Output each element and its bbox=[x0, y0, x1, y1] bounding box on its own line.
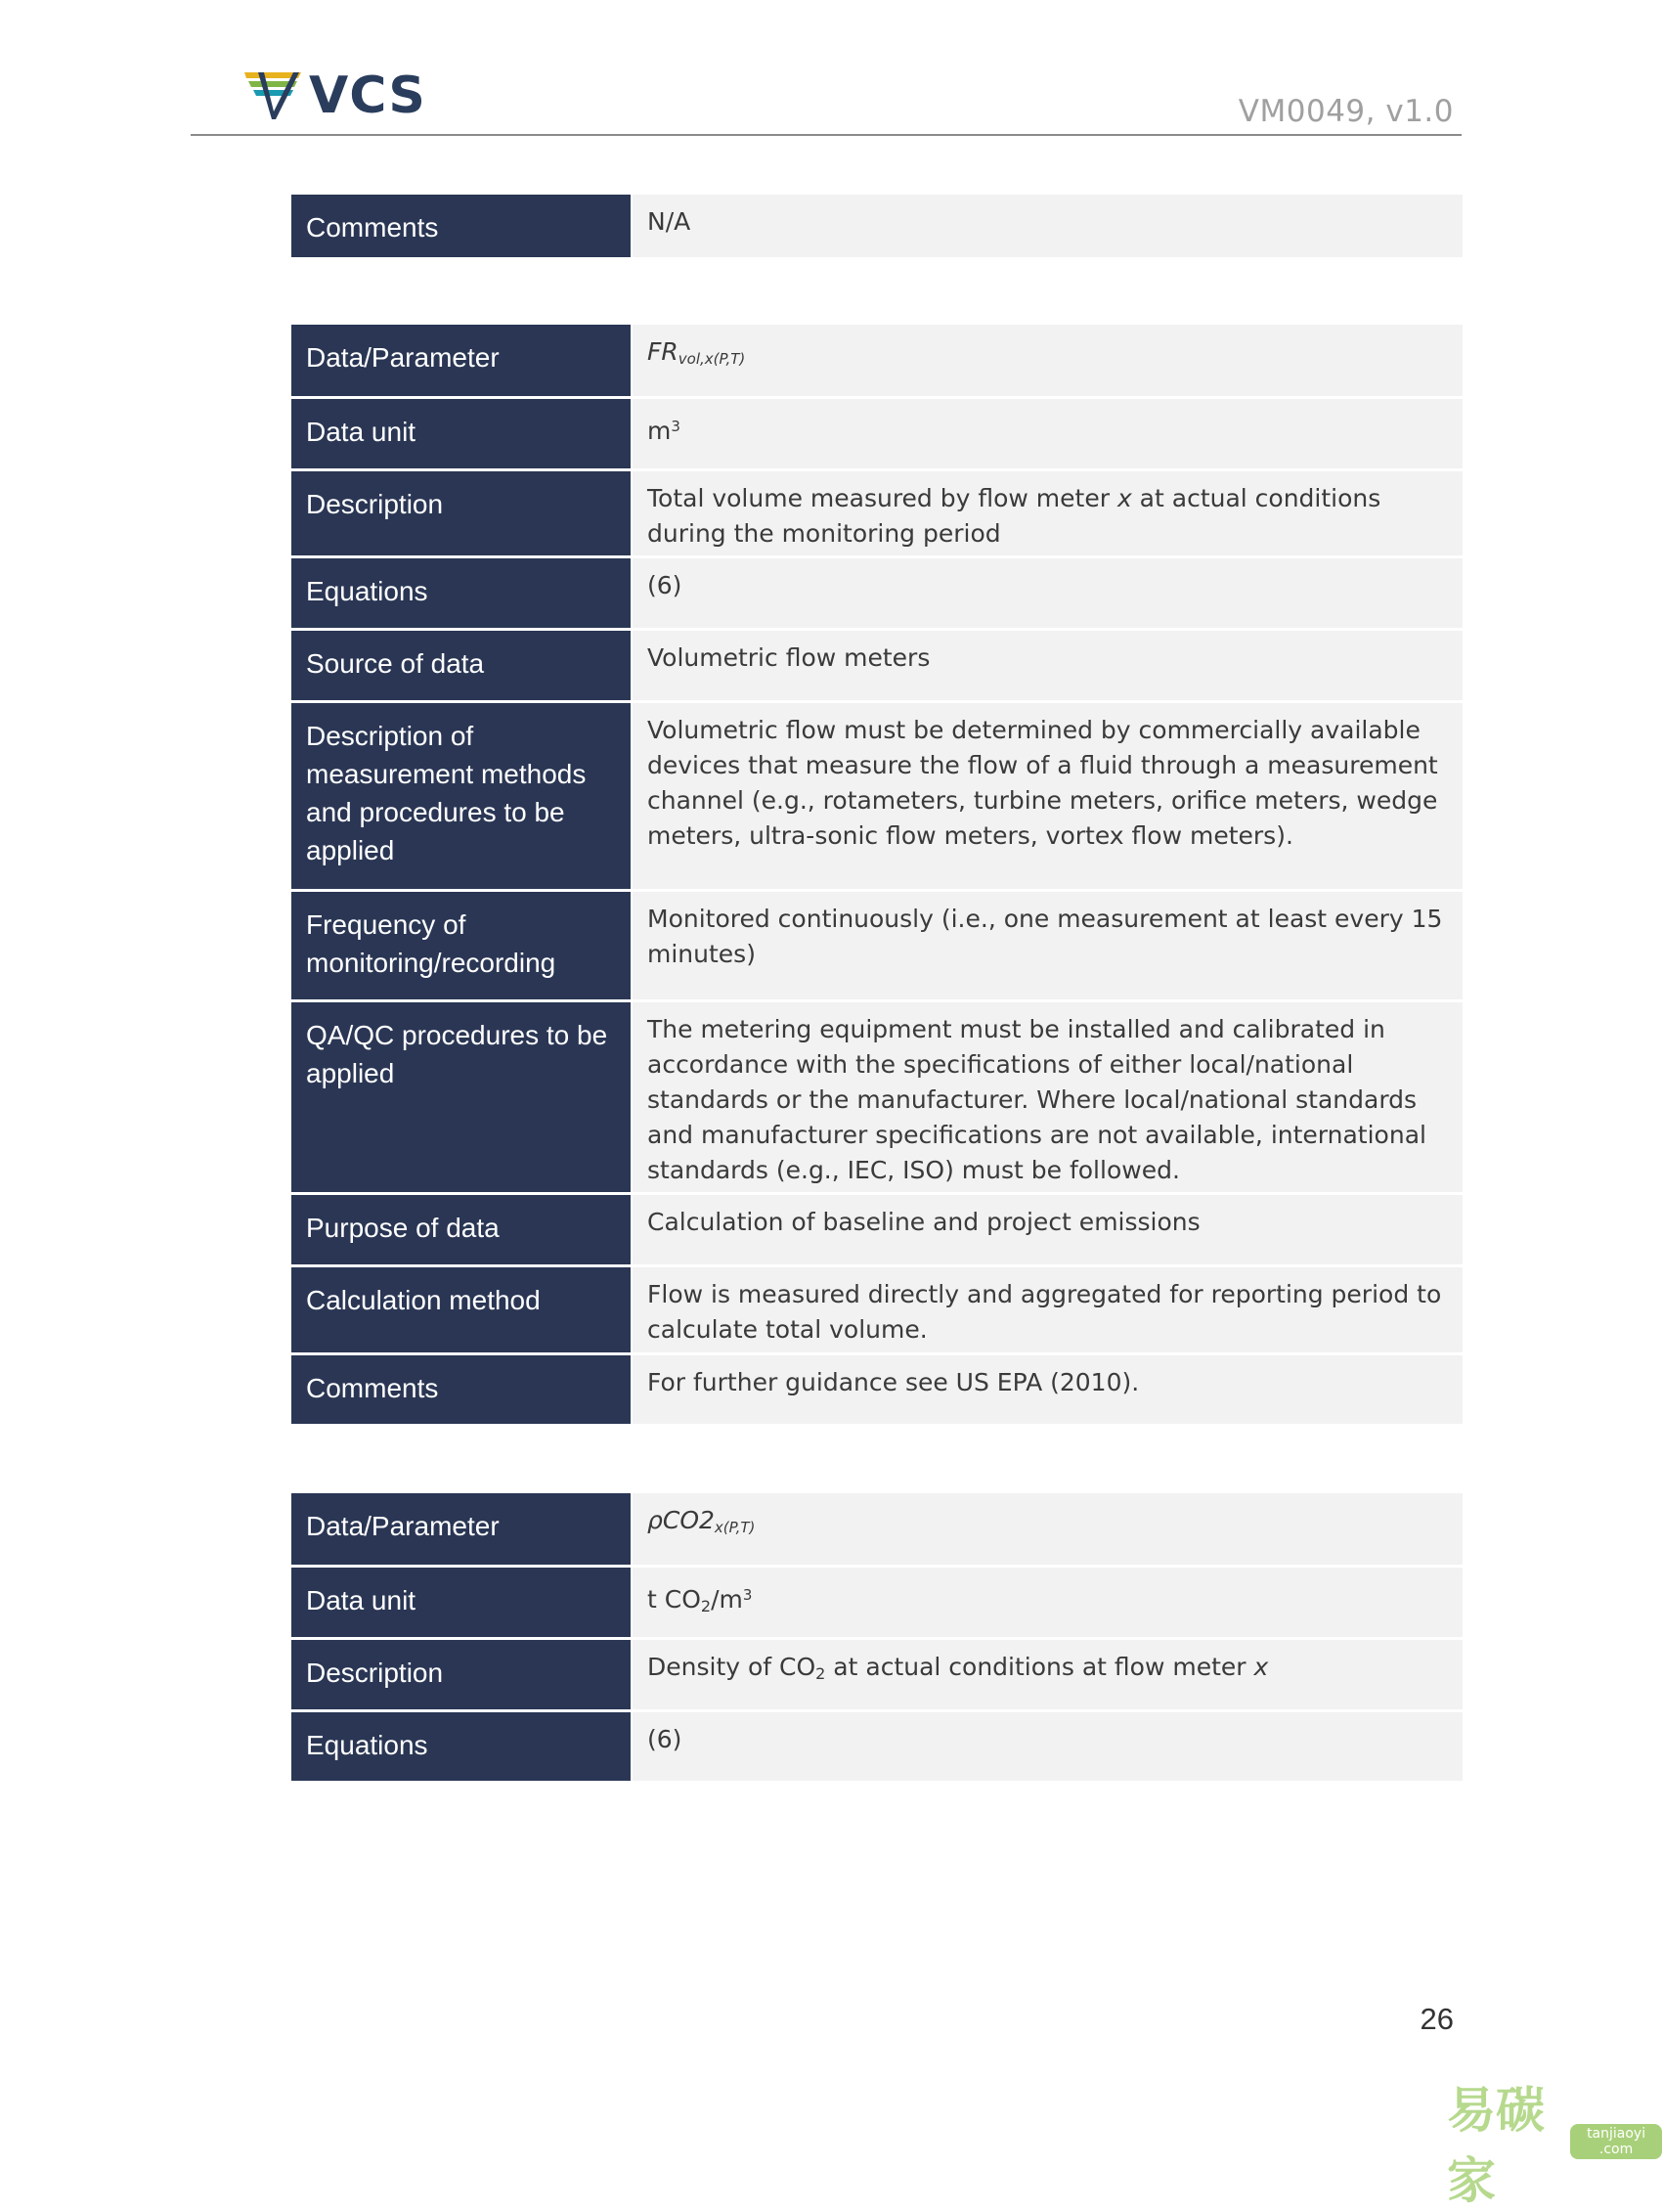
table-row bbox=[291, 556, 1463, 629]
watermark-text: 易碳家 bbox=[1447, 2082, 1545, 2209]
document-id: VM0049, v1.0 bbox=[1238, 94, 1454, 129]
row-label: Data/Parameter bbox=[291, 1493, 632, 1566]
row-label: Calculation method bbox=[291, 1265, 632, 1353]
header-divider bbox=[191, 134, 1462, 136]
table-row bbox=[291, 1193, 1463, 1265]
row-value: Monitored continuously (i.e., one measurement at least every 15 minutes) bbox=[632, 890, 1463, 1000]
data-unit: $m^3$ bbox=[632, 397, 1463, 469]
row-value: N/A bbox=[632, 195, 1463, 257]
row-label: Purpose of data bbox=[291, 1193, 632, 1265]
table-row bbox=[291, 397, 1463, 469]
row-label: Comments bbox=[291, 195, 632, 257]
row-value: Flow is measured directly and aggregated for reporting period to calculate total volume. bbox=[632, 1265, 1463, 1353]
table-row bbox=[291, 1566, 1463, 1638]
parameter-symbol: $\rho CO2_{x(P,T)}$ bbox=[632, 1493, 1463, 1566]
logo-text: VCS bbox=[309, 66, 426, 125]
watermark-badge: tanjiaoyi .com bbox=[1570, 2124, 1662, 2159]
table-row bbox=[291, 1638, 1463, 1710]
row-label: Comments bbox=[291, 1353, 632, 1424]
flow-volume-parameter-table bbox=[291, 325, 1463, 1424]
row-label: Data/Parameter bbox=[291, 325, 632, 397]
row-label: Data unit bbox=[291, 397, 632, 469]
row-label: Equations bbox=[291, 1710, 632, 1781]
row-value: Volumetric flow must be determined by commercially available devices that measure the flow of a fluid through a measurement channel (e.g., rotameters, turbine meters, orifice meters, wedge meters, ultra-sonic flow meters, vortex flow meters). bbox=[632, 701, 1463, 890]
row-label: Description of measurement methods and procedures to be applied bbox=[291, 701, 632, 890]
row-label: Frequency of monitoring/recording bbox=[291, 890, 632, 1000]
table-row bbox=[291, 890, 1463, 1000]
co2-density-parameter-table bbox=[291, 1493, 1463, 1781]
page-number: 26 bbox=[1420, 2002, 1454, 2036]
table-row bbox=[291, 1000, 1463, 1193]
row-label: Description bbox=[291, 1638, 632, 1710]
row-label: Source of data bbox=[291, 629, 632, 701]
row-label: Equations bbox=[291, 556, 632, 629]
row-value: Density of CO2 at actual conditions at flow meter x bbox=[632, 1638, 1463, 1710]
row-value: For further guidance see US EPA (2010). bbox=[632, 1353, 1463, 1424]
row-value: The metering equipment must be installed and calibrated in accordance with the specifications of either local/national standards or the manufacturer. Where local/national standards and manufacturer specifications are not available, international standards (e.g., IEC, ISO) must be followed. bbox=[632, 1000, 1463, 1193]
table-row bbox=[291, 325, 1463, 397]
watermark bbox=[1447, 2071, 1662, 2212]
row-value: Calculation of baseline and project emissions bbox=[632, 1193, 1463, 1265]
data-unit: t $CO2/m^3$ bbox=[632, 1566, 1463, 1638]
vcs-logo bbox=[242, 66, 426, 125]
comments-table bbox=[291, 195, 1463, 257]
vcs-logo-icon bbox=[242, 68, 303, 123]
table-row bbox=[291, 1265, 1463, 1353]
table-row bbox=[291, 1353, 1463, 1424]
table-row bbox=[291, 469, 1463, 556]
row-label: QA/QC procedures to be applied bbox=[291, 1000, 632, 1193]
row-value: Total volume measured by flow meter x at actual conditions during the monitoring period bbox=[632, 469, 1463, 556]
row-value: (6) bbox=[632, 556, 1463, 629]
row-value: (6) bbox=[632, 1710, 1463, 1781]
row-label: Description bbox=[291, 469, 632, 556]
table-row bbox=[291, 629, 1463, 701]
parameter-symbol: $FR_{vol,x(P,T)}$ bbox=[632, 325, 1463, 397]
table-row bbox=[291, 195, 1463, 257]
table-row bbox=[291, 1710, 1463, 1781]
row-value: Volumetric flow meters bbox=[632, 629, 1463, 701]
row-label: Data unit bbox=[291, 1566, 632, 1638]
table-row bbox=[291, 1493, 1463, 1566]
table-row bbox=[291, 701, 1463, 890]
